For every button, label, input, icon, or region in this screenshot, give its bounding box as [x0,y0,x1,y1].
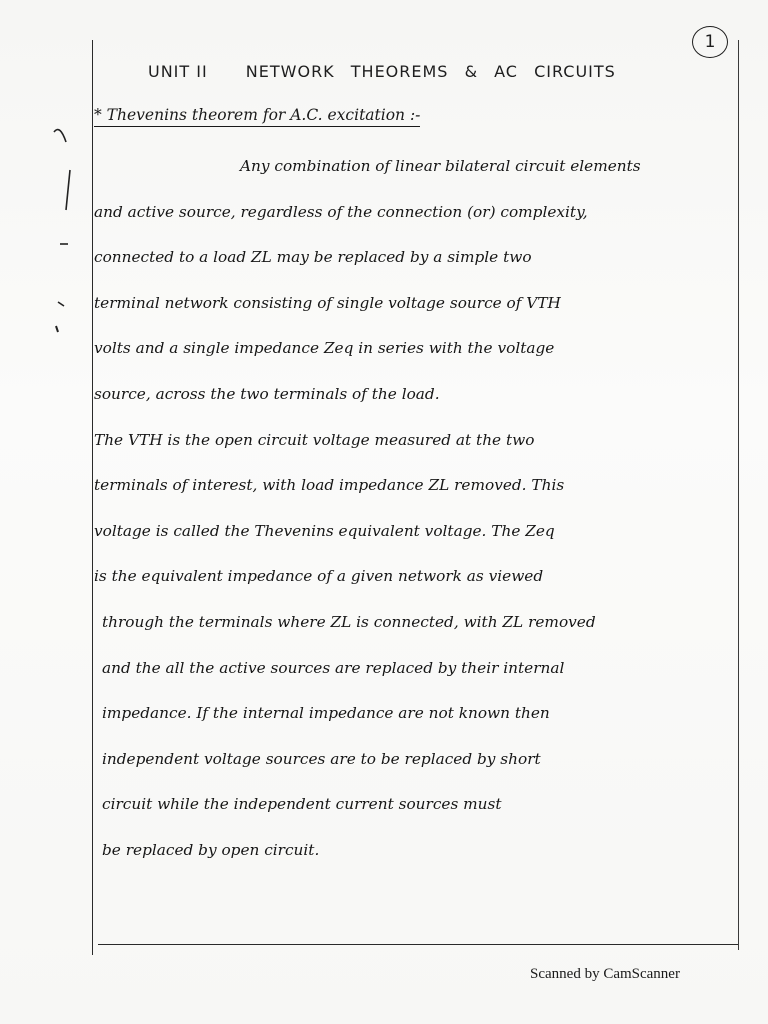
text-line: source, across the two terminals of the load. [94,384,440,403]
heading-word: & [464,62,479,81]
text-line: impedance. If the internal impedance are not known then [102,704,550,723]
right-margin-line [738,40,739,950]
text-line: is the equivalent impedance of a given network as viewed [94,567,544,586]
text-line: volts and a single impedance Zeq in series with the voltage [94,339,555,358]
heading-word: NETWORK [245,62,335,81]
text-line: be replaced by open circuit. [102,840,320,859]
unit-label: UNIT II [148,62,208,81]
section-subheading [94,106,420,124]
text-line: and the all the active sources are replaced by their internal [102,658,565,677]
text-line: terminal network consisting of single voltage source of VTH [94,293,561,312]
handwritten-paragraph [94,144,734,874]
heading-word: AC [494,62,518,81]
text-line: and active source, regardless of the connection (or) complexity, [94,202,588,221]
left-margin-line [92,40,93,955]
page-number: 1 [692,26,728,58]
bottom-margin-line [98,944,738,945]
text-line: independent voltage sources are to be replaced by short [102,749,541,768]
text-line: voltage is called the Thevenins equivalent voltage. The Zeq [94,521,555,540]
heading-word: THEOREMS [350,62,449,81]
text-line: connected to a load ZL may be replaced by a simple two [94,248,532,267]
margin-doodle-icon [40,120,80,340]
page-heading [148,62,626,81]
heading-word: CIRCUITS [534,62,616,81]
subheading-text: * Thevenins theorem for A.C. excitation :- [94,106,420,127]
text-line: The VTH is the open circuit voltage measured at the two [94,430,535,449]
text-line: through the terminals where ZL is connected, with ZL removed [102,612,596,631]
text-line: Any combination of linear bilateral circuit elements [240,157,641,175]
text-line: terminals of interest, with load impedance ZL removed. This [94,476,565,495]
scanner-watermark: Scanned by CamScanner [530,966,680,982]
text-line: circuit while the independent current sources must [102,795,502,814]
